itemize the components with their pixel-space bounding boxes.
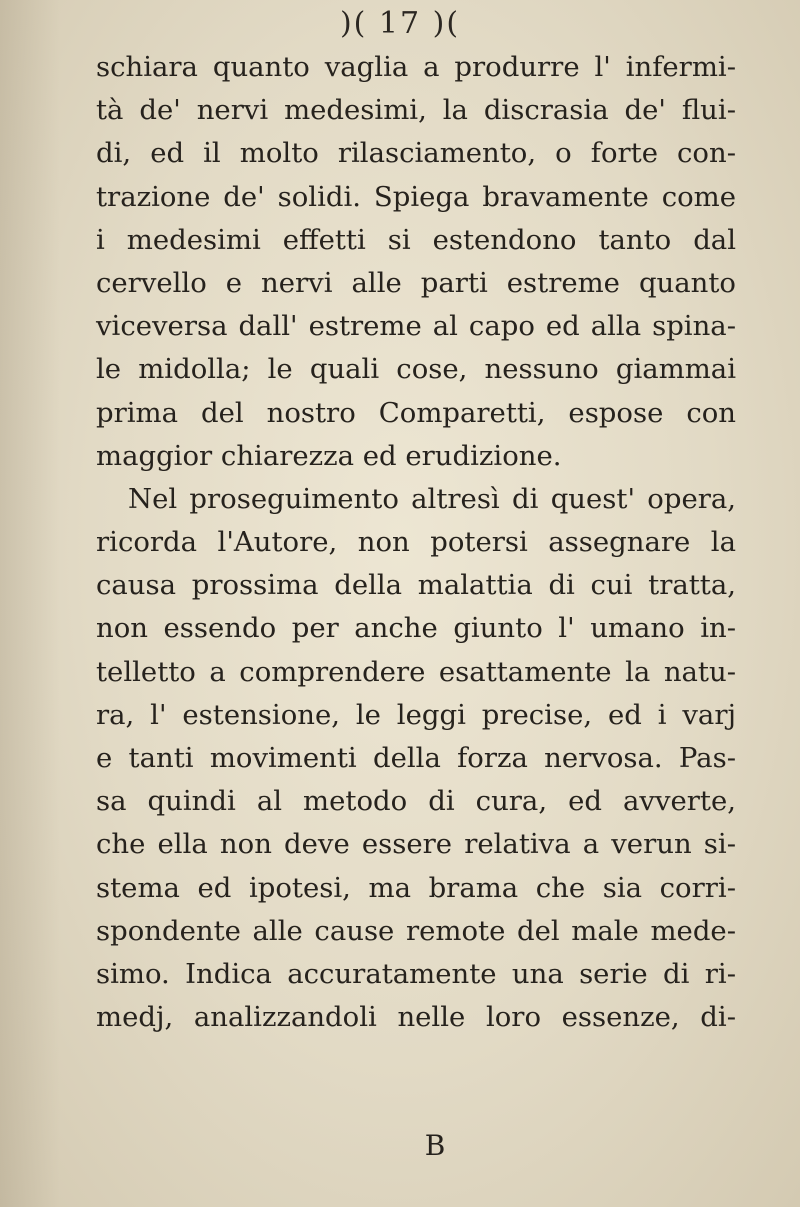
signature-mark: B xyxy=(424,1129,446,1162)
text-line: trazione de' solidi. Spiega bravamente come xyxy=(96,180,736,213)
body-text xyxy=(96,46,736,1039)
page-number-header: )( 17 )( xyxy=(339,6,461,41)
text-line: schiara quanto vaglia a produrre l' infermi- xyxy=(96,51,736,83)
text-line: ricorda l'Autore, non potersi assegnare la xyxy=(96,526,736,559)
text-line: causa prossima della malattia di cui tratta, xyxy=(96,569,736,602)
text-line: viceversa dall' estreme al capo ed alla spina- xyxy=(96,310,736,343)
text-line: sa quindi al metodo di cura, ed avverte, xyxy=(96,785,736,818)
text-line: maggior chiarezza ed erudizione. xyxy=(96,439,562,472)
text-line: stema ed ipotesi, ma brama che sia corri- xyxy=(96,871,736,904)
text-line: non essendo per anche giunto l' umano in- xyxy=(96,612,736,645)
page-edge-shadow xyxy=(0,0,60,1207)
text-line: ra, l' estensione, le leggi precise, ed i varj xyxy=(96,698,736,731)
text-line: e tanti movimenti della forza nervosa. Pas- xyxy=(96,742,736,774)
text-line: cervello e nervi alle parti estreme quanto xyxy=(96,266,736,299)
text-line: di, ed il molto rilasciamento, o forte con- xyxy=(96,137,736,170)
text-line: le midolla; le quali cose, nessuno giammai xyxy=(96,353,736,386)
text-line-paragraph-start: Nel proseguimento altresì di quest' opera, xyxy=(128,482,736,515)
text-line: telletto a comprendere esattamente la natu- xyxy=(96,655,736,688)
text-line: i medesimi effetti si estendono tanto dal xyxy=(96,223,736,256)
text-line: tà de' nervi medesimi, la discrasia de' flui- xyxy=(96,94,736,127)
text-line: simo. Indica accuratamente una serie di ri- xyxy=(96,957,736,990)
text-line: prima del nostro Comparetti, espose con xyxy=(96,396,736,429)
text-line: che ella non deve essere relativa a verun si- xyxy=(96,828,736,861)
text-line: spondente alle cause remote del male mede- xyxy=(96,914,736,947)
text-line: medj, analizzandoli nelle loro essenze, di- xyxy=(96,1001,736,1034)
